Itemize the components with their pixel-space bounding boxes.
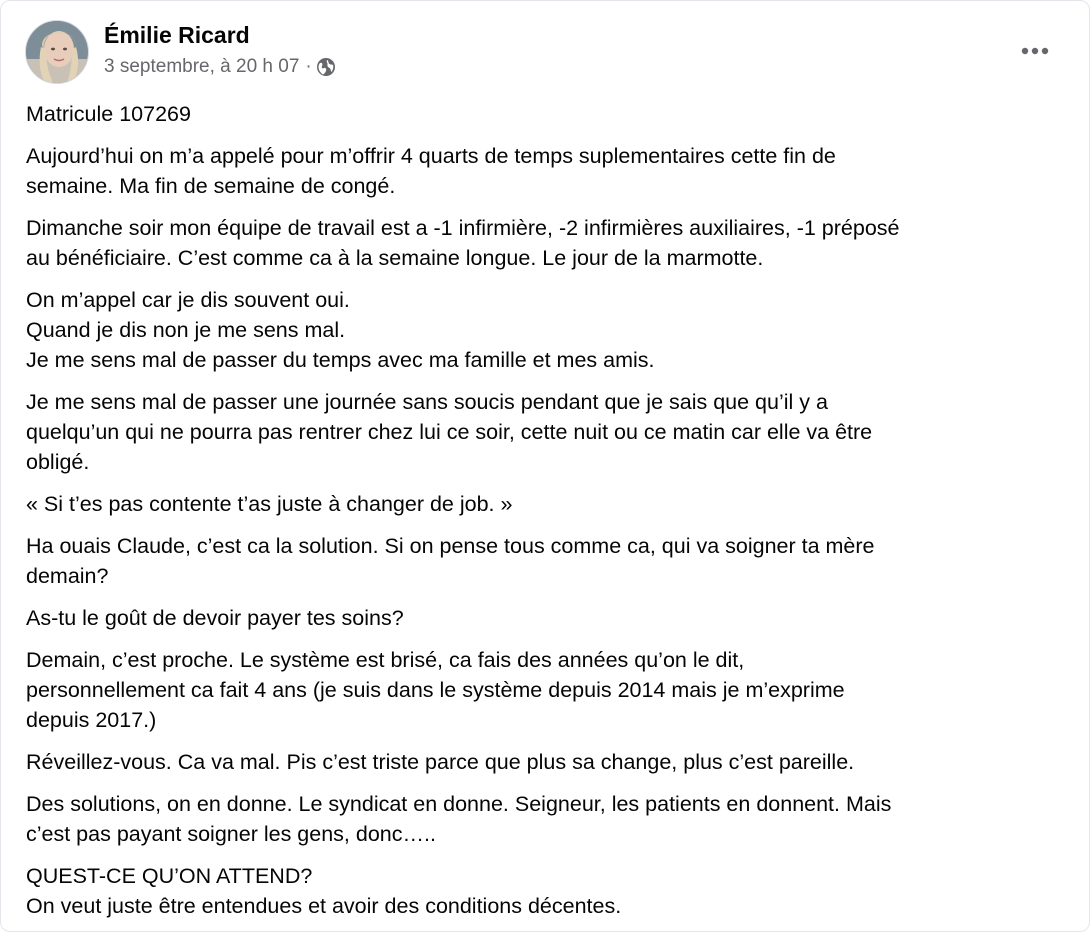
- post-paragraph: [26, 387, 1076, 477]
- post-text-line: obligé.: [26, 450, 90, 474]
- post-text-line: Demain, c’est proche. Le système est brisé, ca fais des années qu’on le dit,: [26, 648, 745, 672]
- post-paragraph: [26, 99, 1076, 129]
- post-text-line: Des solutions, on en donne. Le syndicat en donne. Seigneur, les patients en donnent. Mais: [26, 792, 892, 816]
- post-text-line: semaine. Ma fin de semaine de congé.: [26, 174, 396, 198]
- post-text-line: Je me sens mal de passer du temps avec ma famille et mes amis.: [26, 348, 655, 372]
- post-text-line: Aujourd’hui on m’a appelé pour m’offrir 4 quarts de temps suplementaires cette fin de: [26, 144, 836, 168]
- post-paragraph: [26, 489, 1076, 519]
- post-meta: [104, 56, 336, 78]
- profile-photo-icon: [26, 21, 89, 84]
- post-text-line: Quand je dis non je me sens mal.: [26, 318, 346, 342]
- post-text-line: depuis 2017.): [26, 708, 157, 732]
- post-paragraph: [26, 789, 1076, 849]
- post-paragraph: [26, 531, 1076, 591]
- post-paragraph: [26, 285, 1076, 375]
- post-paragraph: [26, 645, 1076, 735]
- author-name[interactable]: Émilie Ricard: [104, 22, 250, 48]
- post-text-line: Matricule 107269: [26, 102, 191, 126]
- post-text-line: demain?: [26, 564, 109, 588]
- post-text-line: « Si t’es pas contente t’as juste à changer de job. »: [26, 492, 513, 516]
- more-options-button[interactable]: [1017, 37, 1053, 65]
- post-paragraph: [26, 861, 1076, 921]
- post-text-line: personnellement ca fait 4 ans (je suis dans le système depuis 2014 mais je m’exprime: [26, 678, 845, 702]
- post-paragraph: [26, 141, 1076, 201]
- post-timestamp[interactable]: 3 septembre, à 20 h 07: [104, 56, 300, 77]
- post-paragraph: [26, 747, 1076, 777]
- post-text-line: Réveillez-vous. Ca va mal. Pis c’est triste parce que plus sa change, plus c’est pareille.: [26, 750, 855, 774]
- post-text-line: On m’appel car je dis souvent oui.: [26, 288, 350, 312]
- post-paragraph: [26, 603, 1076, 633]
- post-text-line: au bénéficiaire. C’est comme ca à la semaine longue. Le jour de la marmotte.: [26, 246, 764, 270]
- post-text: [26, 99, 1076, 932]
- author-avatar[interactable]: [25, 20, 89, 84]
- post-paragraph: [26, 213, 1076, 273]
- post-text-line: quelqu’un qui ne pourra pas rentrer chez lui ce soir, cette nuit ou ce matin car elle va être: [26, 420, 873, 444]
- post-text-line: As-tu le goût de devoir payer tes soins?: [26, 606, 404, 630]
- globe-icon[interactable]: [316, 57, 336, 77]
- post-text-line: c’est pas payant soigner les gens, donc…..: [26, 822, 436, 846]
- post-text-line: QUEST-CE QU’ON ATTEND?: [26, 864, 313, 888]
- post-text-line: Dimanche soir mon équipe de travail est a -1 infirmière, -2 infirmières auxiliaires, -1 préposé: [26, 216, 900, 240]
- post-text-line: Ha ouais Claude, c’est ca la solution. Si on pense tous comme ca, qui va soigner ta mère: [26, 534, 875, 558]
- post-text-line: On veut juste être entendues et avoir des conditions décentes.: [26, 894, 622, 918]
- post-text-line: Je me sens mal de passer une journée sans soucis pendant que je sais que qu’il y a: [26, 390, 828, 414]
- more-options-icon: [1021, 47, 1049, 55]
- meta-separator: ·: [305, 56, 312, 77]
